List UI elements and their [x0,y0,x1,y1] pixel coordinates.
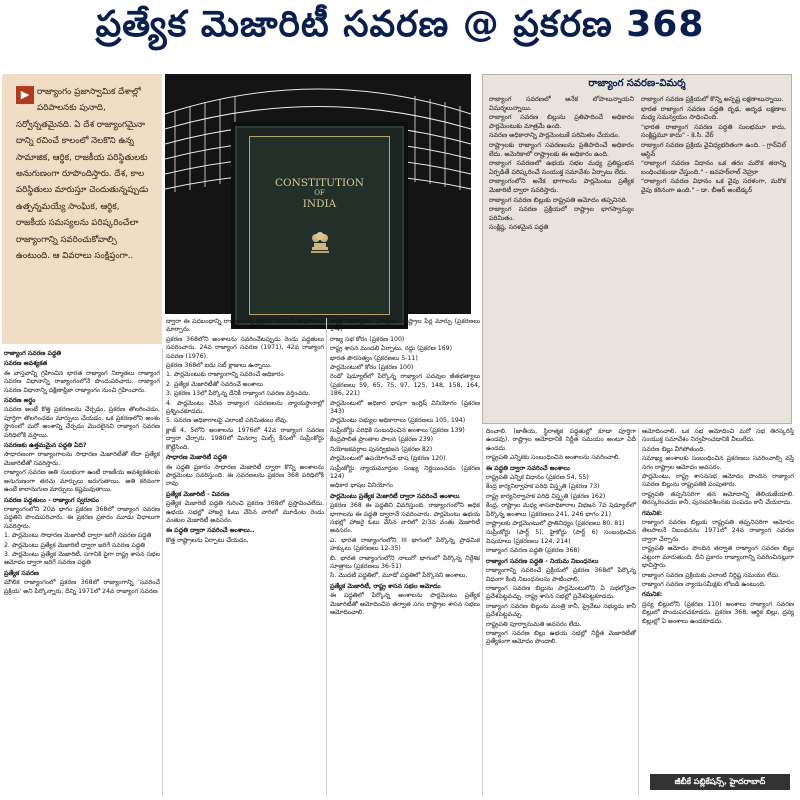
paragraph: పార్లమెంటులో అధికార భాషగా ఇంగ్లిష్ వినియోగం (ప్రకరణ 343) [330,399,480,416]
paragraph: రాజ్య సభ కోరం (ప్రకరణ 100) [330,335,405,343]
paragraph: ఈ పద్ధతి ప్రకారం సాధారణ మెజారిటీ ద్వారా కొన్ని అంశాలను పార్లమెంటు సవరిస్తుంది. ఈ సవరణలను ప్రకరణ 368 పరిధిలోకి రావు. [166,463,324,488]
intro-text: రాజ్యాంగం ప్రజాస్వామిక దేశాల్లో పరిపాలనకు పునాది, సర్వోన్నతమైనది. ఏ దేశ రాజ్యాంగమైనా దాన్ని రచించే కాలంలో నెలకొని ఉన్న సామాజిక, ఆర్థిక, రాజకీయ పరిస్థితులకు అనుగుణంగా రూపొందిస్తారు. దేశ, కాల పరిస్థితులు మారుస్తూ చెందుతున్నప్పుడు ఉత్పన్నమయ్యే సాంఘిక, ఆర్థిక, రాజకీయ సమస్యలను పరిష్కరించేలా రాజ్యాంగాన్ని సవరించుకోవాల్సి ఉంటుంది. ఆ వివరాలు సంక్షిప్తంగా.. [16,87,149,262]
paragraph: రాష్ట్రపతి ఎన్నికకు సంబంధించిన అంశాలను సవరించాలి. [486,454,621,462]
paragraph: భారత పౌరసత్వం (ప్రకరణలు 5-11) [330,354,418,362]
paragraph: పార్లమెంటు, రాష్ట్ర శాసనసభ ఆమోదం పొందిన రాజ్యాంగ సవరణ బిల్లును రాష్ట్రపతికి పంపుతారు. [642,473,794,489]
sidebar-point: రాజ్యాంగ సవరణలో అనేక లోపాలున్నాయని విమర్శలున్నాయి. [489,95,634,112]
section-heading: రాజ్యాంగ సవరణ పద్ధతి - నియమ నిబంధనలు [486,557,599,565]
paragraph: పార్లమెంటు సభ్యుల అధికారాలు (ప్రకరణలు 105, 194) [330,417,466,425]
paragraph: దించాలి. (జాతీయ, స్థిరాత్మక పద్ధతుల్లో కూడా పూర్తిగా ఉండవు). రాష్ట్రాల ఆమోదానికి నిర్ణీత సమయం అంటూ ఏదీ ఉండదు. [486,428,636,452]
paragraph: ప్రకరణ 368లో ఐదు సబ్ క్లాజులు ఉన్నాయి. [166,362,272,370]
sidebar-heading: రాజ్యాంగ సవరణ-విమర్శ [588,78,686,89]
sidebar-point: రాజ్యాంగ సవరణ బిల్లుకు రాష్ట్రపతి ఆమోదం తప్పనిసరి. [489,195,628,204]
national-emblem-icon [308,229,332,259]
paragraph: రాజ్యాంగ సవరణ ప్రక్రియకు ఎలాంటి నిర్దిష్ట సమయం లేదు. [642,571,780,579]
paragraph: ద్రవ్య బిల్లులోని (ప్రకరణ 110) అంశాలు రాజ్యాంగ సవరణ బిల్లులో పొందుపరచకూడదు. ప్రకరణ 368, ఆర్థిక బిల్లు, ద్రవ్య బిల్లుల్లో ఏ అంశాలు ఉండకూడదు. [642,600,794,625]
sidebar-point: సవరణ అధికారాన్ని పార్లమెంటుకే పరిమితం చేయడం. [489,131,620,140]
paragraph: రాజ్యాంగ సవరణ బిల్లును పార్లమెంటులోని ఏ సభలోనైనా ప్రవేశపెట్టవచ్చు. రాష్ట్ర శాసన సభల్లో ప్రవేశపెట్టకూడదు. [486,584,636,601]
column-5 [642,428,794,770]
sidebar-point: రాజ్యాంగ సవరణ ప్రక్రియ వైవిధ్యభరితంగా ఉంది. - గ్రాన్‌విల్ ఆస్టిన్ [641,140,786,158]
paragraph: కొత్త రాష్ట్రాలను ఏర్పాటు చేయడం, [166,536,249,544]
paragraph: 5. సవరణ అధికారాలపై ఎలాంటి పరిమితులు లేవు. [166,417,288,425]
paragraph: కేంద్ర కార్యనిర్వాహక పరిధి విస్తృతి (ప్రకరణ 73) [486,483,600,491]
paragraph: రాష్ట్రపతి ఆమోదం పొందిన తర్వాత రాజ్యాంగ సవరణ బిల్లు చట్టంగా మారుతుంది. దీని ప్రకారం రాజ్యాంగాన్ని సవరించినట్లుగా భావిస్తారు. [642,545,794,570]
paragraph: ప్రకరణ 368 ఈ పద్ధతిని వివరిస్తుంది. రాజ్యాంగంలోని అధిక భాగాలను ఈ పద్ధతి ద్వారానే సవరించారు. పార్లమెంటు ఉభయ సభల్లో హాజరై ఓటు వేసిన వారిలో 2/3వ వంతు మెజారిటీ అవసరం. [330,502,480,535]
book-title-line1: CONSTITUTION [275,177,364,189]
paragraph: రాష్ట్ర సరిహద్దులు మార్చడం, రాష్ట్రాల పేర్ల మార్పు (ప్రకరణలు 1-4) [330,318,480,334]
paragraph: ద్వారా ఈ పదబంధాన్ని రాజ్యాంగాన్ని ప్రక్రియ సవరించే అధికారాలు మార్చారు. [166,318,324,334]
paragraph: రాజ్యాంగ సవరణ న్యాయసమీక్షకు లోబడి ఉంటుంది. [642,580,766,588]
article-body [0,52,800,800]
paragraph: మౌలిక రాజ్యాంగంలో ప్రకరణ 368లో రాజ్యాంగాన్ని 'సవరించే ప్రక్రియ' అని పేర్కొన్నారు. దీన్ని 1971లో 24వ రాజ్యాంగ సవరణ [4,579,160,595]
paragraph: రాష్ట్రపతి తప్పనిసరిగా తన ఆమోదాన్ని తెలియజేయాలి. తిరస్కరించడం కానీ, పునఃపరిశీలనకు పంపడం కానీ చేయరాదు. [642,490,794,507]
paragraph: ప్రత్యేక మెజారిటీ పద్ధతి గురించి ప్రకరణ 368లో ప్రస్తావించలేదు. ఉభయ సభల్లో హాజరై ఓటు వేసిన వారిలో మూడింట రెండు వంతుల మెజారిటీ అవసరం. [166,500,324,524]
section-heading: సాధారణ మెజారిటీ పద్ధతి [166,454,227,462]
book-cover [249,136,390,315]
paragraph: రాజ్యాంగ సవరణ బిల్లు ఉభయ సభల్లో నిర్ణీత మెజారిటీతో ప్రత్యేకంగా ఆమోదం పొందాలి. [486,629,636,646]
section-heading: రాజ్యాంగ సవరణ పద్ధతి [4,350,62,357]
section-heading: సవరణ ఆవశ్యకత [4,360,48,368]
paragraph: సాధారణంగా రాజ్యాంగాలను సాధారణ మెజారిటీతో లేదా ప్రత్యేక మెజారిటీతో సవరిస్తారు. [4,451,160,467]
paragraph: రెండో షెడ్యూల్‌లో పేర్కొన్న రాజ్యాంగ పదవుల జీతభత్యాలు (ప్రకరణలు 59, 65, 75, 97, 125, 148, 158, 164, 186, 221) [330,373,480,398]
constitution-book [235,126,404,325]
paragraph: 2. ప్రత్యేక మెజారిటీతో సవరించే అంశాలు [166,380,263,388]
sidebar-point: రాష్ట్రాలకు రాజ్యాంగ సవరణలను ప్రతిపాదించే అధికారం లేదు. అమెరికాలో రాష్ట్రాలకు ఈ అధికారం ఉంది. [489,140,634,158]
paragraph: కేంద్రపాలిత ప్రాంతాల పాలన (ప్రకరణ 239) [330,436,434,444]
sidebar-col-2 [641,95,786,420]
page-header [0,0,800,50]
paragraph: రాష్ట్ర శాసన మండలి ఏర్పాటు, రద్దు (ప్రకరణ 169) [330,345,453,353]
paragraph: నియోజకవర్గాల పునర్విభజన (ప్రకరణ 82) [330,445,433,453]
sidebar-col-1 [489,95,634,420]
section-heading: గమనిక: [642,591,663,599]
sidebar-point: భారత రాజ్యాంగ సవరణ పద్ధతి దృఢ, అదృఢ లక్షణాల మధ్య సమన్వయం సాధించింది. [641,104,786,122]
section-heading: సవరణ పద్ధతులు - రాజ్యాంగ స్వరూపం [4,496,99,504]
section-heading: సవరణకు ఉత్తమమైన పద్ధతి ఏది? [4,442,87,450]
paragraph: సి. మొదటి పద్ధతిలో, మూడో పద్ధతిలో పేర్కొనని అంశాలు. [330,572,468,580]
paragraph: రాజ్యాంగాన్ని సవరించే ప్రక్రియలో ప్రకరణ 368లో పేర్కొన్న విధంగా కింది నిబంధనలను పాటించాలి. [486,567,636,583]
paragraph: రాజ్యాంగ సవరణ బిల్లును మంత్రి కానీ, ప్రైవేటు సభ్యుడు కానీ ప్రవేశపెట్టవచ్చు. [486,602,636,619]
paragraph: బి. భారత రాజ్యాంగంలోని నాలుగో భాగంలో పేర్కొన్న నిర్దేశిక సూత్రాలు (ప్రకరణలు 36-51) [330,554,480,570]
constitution-photo [165,74,471,314]
section-heading: ప్రత్యేక మెజారిటీ, రాష్ట్ర శాసన సభల ఆమోదం [330,582,441,590]
section-heading: గమనిక: [642,509,663,517]
paragraph: ఎ. భారత రాజ్యాంగంలోని III భాగంలో పేర్కొన్న ప్రాథమిక హక్కులు (ప్రకరణలు 12-35) [330,536,480,553]
paragraph: రాష్ట్ర కార్యనిర్వాహక పరిధి విస్తృతి (ప్రకరణ 162) [486,492,606,500]
section-heading: ఈ పద్ధతి ద్వారా సవరించే అంశాలు.. [166,527,255,535]
sidebar-point: "భారత రాజ్యాంగ సవరణ పద్ధతి సులభమూ కాదు, సంక్లిష్టమూ కాదు" - కె.సి. వేర్ [641,122,786,140]
column-1 [4,348,160,796]
paragraph: రాష్ట్రపతి ఎన్నిక విధానం (ప్రకరణ 54, 55) [486,474,589,482]
sidebar-point: రాజ్యాంగ సవరణ ప్రక్రియలో రాష్ట్రాల భాగస్వామ్యం పరిమితం. [489,205,634,222]
column-2 [166,318,324,796]
paragraph: క్లాజ్ 4, 5లోని అంశాలను 1976లో 42వ రాజ్యాంగ సవరణ ద్వారా చేర్చారు. 1980లో మినర్వా మిల్స్ కేసులో సుప్రీంకోర్టు కొట్టేసింది. [166,426,324,451]
book-title [250,177,389,210]
paragraph: సుప్రీంకోర్టు (పార్ట్ 5), హైకోర్టు (పార్ట్ 6) సంబంధించిన విషయాలు (ప్రకరణలు 124, 214) [486,529,636,545]
paragraph: ఈ పద్ధతిలో పేర్కొన్న అంశాలను పార్లమెంటు ప్రత్యేక మెజారిటీతో ఆమోదించిన తర్వాత సగం రాష్ట్రాల శాసన సభలు ఆమోదించాలి. [330,592,480,616]
paragraph: 4. పార్లమెంటు చేసిన రాజ్యాంగ సవరణలను న్యాయస్థానాల్లో ప్రశ్నించకూడదు. [166,399,324,416]
publisher-credit: జీబీకే పబ్లికేషన్స్, హైదరాబాద్ [650,774,790,790]
paragraph: ఈ వాస్తవాన్ని గ్రహించిన భారత రాజ్యాంగ నిర్మాతలు రాజ్యాంగ సవరణ విధానాన్ని రాజ్యాంగంలోనే పొందుపరిచారు. రాజ్యాంగ సవరణ విధానాన్ని దక్షిణాఫ్రికా రాజ్యాంగం నుంచి గ్రహించారు. [4,369,160,394]
paragraph: సవరణ బిల్లు వీగిపోతుంది. [642,445,706,453]
paragraph: సవరణ అంటే కొత్త ప్రకరణలను చేర్చడం, ప్రకరణ తొలగించడం, పూర్తిగా తొలగించడం మార్పులు చేయడం. ఒక ప్రకరణలోని అంశం స్థానంలో మరో అంశాన్ని చేర్చడం మొదలైనవి రాజ్యాంగ సవరణ పరిధిలోకి వస్తాయి. [4,406,160,439]
sidebar-point: సంక్లిష్ట, సరళమైన పద్ధతి [489,223,549,232]
sidebar-point: రాజ్యాంగంలోని అనేక భాగాలను పార్లమెంటు ప్రత్యేక మెజారిటీ ద్వారా సవరిస్తారు. [489,177,634,194]
column-4 [486,428,636,796]
sidebar-criticism [482,74,792,424]
paragraph: సుప్రీంకోర్టు న్యాయమూర్తుల సంఖ్య నిర్ణయించడం (ప్రకరణ 124) [330,464,480,480]
book-title-line2: INDIA [302,198,337,210]
sidebar-point: రాజ్యాంగ సవరణ ప్రక్రియలో కొన్ని అస్పష్ట లక్షణాలున్నాయి. [641,95,784,103]
paragraph: రాజ్యాంగ సవరణ బిల్లుకు రాష్ట్రపతి తప్పనిసరిగా ఆమోదం తెలపాలనే నిబంధనను 1971లో 24వ రాజ్యాంగ సవరణ ద్వారా చేర్చారు. [642,519,794,543]
paragraph: ప్రకరణ 368లోని అంశాలను సవరించేటప్పుడు రెండు పద్ధతులు సవరించారు. 24వ రాజ్యాంగ సవరణ (1971), 42వ రాజ్యాంగ సవరణ (1976). [166,335,324,360]
book-title-of: OF [314,189,325,197]
section-heading: ప్రత్యేక మెజారిటీ - వివరణ [166,490,230,498]
paragraph: కేంద్ర, రాష్ట్రాల మధ్య శాసనాధికారాల విభజన 7వ షెడ్యూల్‌లో పేర్కొన్న అంశాలు (ప్రకరణలు 241, 246 భాగం 21) [486,502,636,518]
paragraph: 1. పార్లమెంటు సాధారణ మెజారిటీ ద్వారా జరిగే సవరణ పద్ధతి [4,532,152,540]
section-heading: పార్లమెంటు ప్రత్యేక మెజారిటీ ద్వారా సవరించే అంశాలు [330,492,460,500]
sidebar-point: రాజ్యాంగ సవరణ బిల్లును ప్రతిపాదించే అధికారం పార్లమెంటుకు మాత్రమే ఉంది. [489,113,634,130]
paragraph: పార్లమెంటులో ఉపయోగించే భాష (ప్రకరణ 120) [330,455,446,463]
paragraph: రాజ్యాంగంలోని 20వ భాగం ప్రకరణ 368లో రాజ్యాంగ సవరణ పద్ధతిని పొందుపరిచారు. ఈ ప్రకరణ ప్రకారం మూడు విధాలుగా సవరిస్తారు. [4,505,160,530]
page-title: ప్రత్యేక మెజారిటీ సవరణ @ ప్రకరణ 368 [95,4,705,45]
paragraph: రాష్ట్రపతి పూర్వానుమతి అవసరం లేదు. [486,620,582,628]
paragraph: 1. పార్లమెంటుకు రాజ్యాంగాన్ని సవరించే అధికారం [166,371,284,379]
drop-cap: ▶ [16,86,34,104]
section-heading: ఈ పద్ధతి ద్వారా సవరించే అంశాలు [486,464,570,472]
sidebar-point: రాజ్యాంగ సవరణలో ఉభయ సభల మధ్య ప్రతిష్టంభన ఏర్పడితే పరిష్కరించే సంయుక్త సమావేశం ఏర్పాటు లేదు. [489,159,634,176]
section-heading: ప్రత్యేక సవరణ [4,569,39,577]
sidebar-point: "రాజ్యాంగ సవరణ విధానం ఒక తరం మరొక తరాన్ని బంధించకుండా చేస్తుంది." - జవహర్‌లాల్ నెహ్రూ [641,159,786,176]
sidebar-point: "రాజ్యాంగ సవరణ విధానం ఒక వైపు సరళంగా, మరొక వైపు కఠినంగా ఉంది." - డా. బీఆర్ అంబేడ్కర్ [641,177,786,194]
paragraph: పార్లమెంటులో కోరం (ప్రకరణ 100) [330,364,414,372]
paragraph: 3. ప్రకరణ 13లో పేర్కొన్న దేనికీ రాజ్యాంగ సవరణ వర్తించదు. [166,390,311,398]
intro-box [2,74,162,344]
section-heading: సవరణ అర్థం [4,397,36,405]
column-3 [330,318,480,796]
paragraph: రాజ్యాంగ సవరణ అతి సులభంగా ఉంటే రాజకీయ ఆవశ్యకతలకు అనుగుణంగా తరచు మార్పులు జరుగుతాయి. అతి కఠినంగా ఉంటే కాలానుగుణ మార్పులు కష్టమవుతాయి. [4,469,160,494]
paragraph: రాజ్యాంగ సవరణ పద్ధతి (ప్రకరణ 368) [486,547,580,555]
paragraph: 3. పార్లమెంటు ప్రత్యేక మెజారిటీ, సగానికి పైగా రాష్ట్ర శాసన సభల ఆమోదం ద్వారా జరిగే సవరణ పద్ధతి [4,550,160,567]
paragraph: ఆమోదించాలి. ఒక సభ ఆమోదించి మరో సభ తిరస్కరిస్తే సంయుక్త సమావేశం నిర్వహించడానికి వీలులేదు. [642,428,794,444]
paragraph: అధికార భాషల వినియోగం [330,482,393,490]
paragraph: రాష్ట్రాలకు పార్లమెంటులో ప్రాతినిధ్యం (ప్రకరణలు 80, 81) [486,520,625,528]
paragraph: సమాఖ్య అంశాలకు సంబంధించిన ప్రకరణలు సవరించాల్సి వస్తే సగం రాష్ట్రాల ఆమోదం అవసరం. [642,455,794,471]
paragraph: సుప్రీంకోర్టు పరిధికి సంబంధించిన అంశాలు (ప్రకరణ 139) [330,426,465,434]
paragraph: 2. పార్లమెంటు ప్రత్యేక మెజారిటీ ద్వారా జరిగే సవరణ పద్ధతి [4,541,146,549]
